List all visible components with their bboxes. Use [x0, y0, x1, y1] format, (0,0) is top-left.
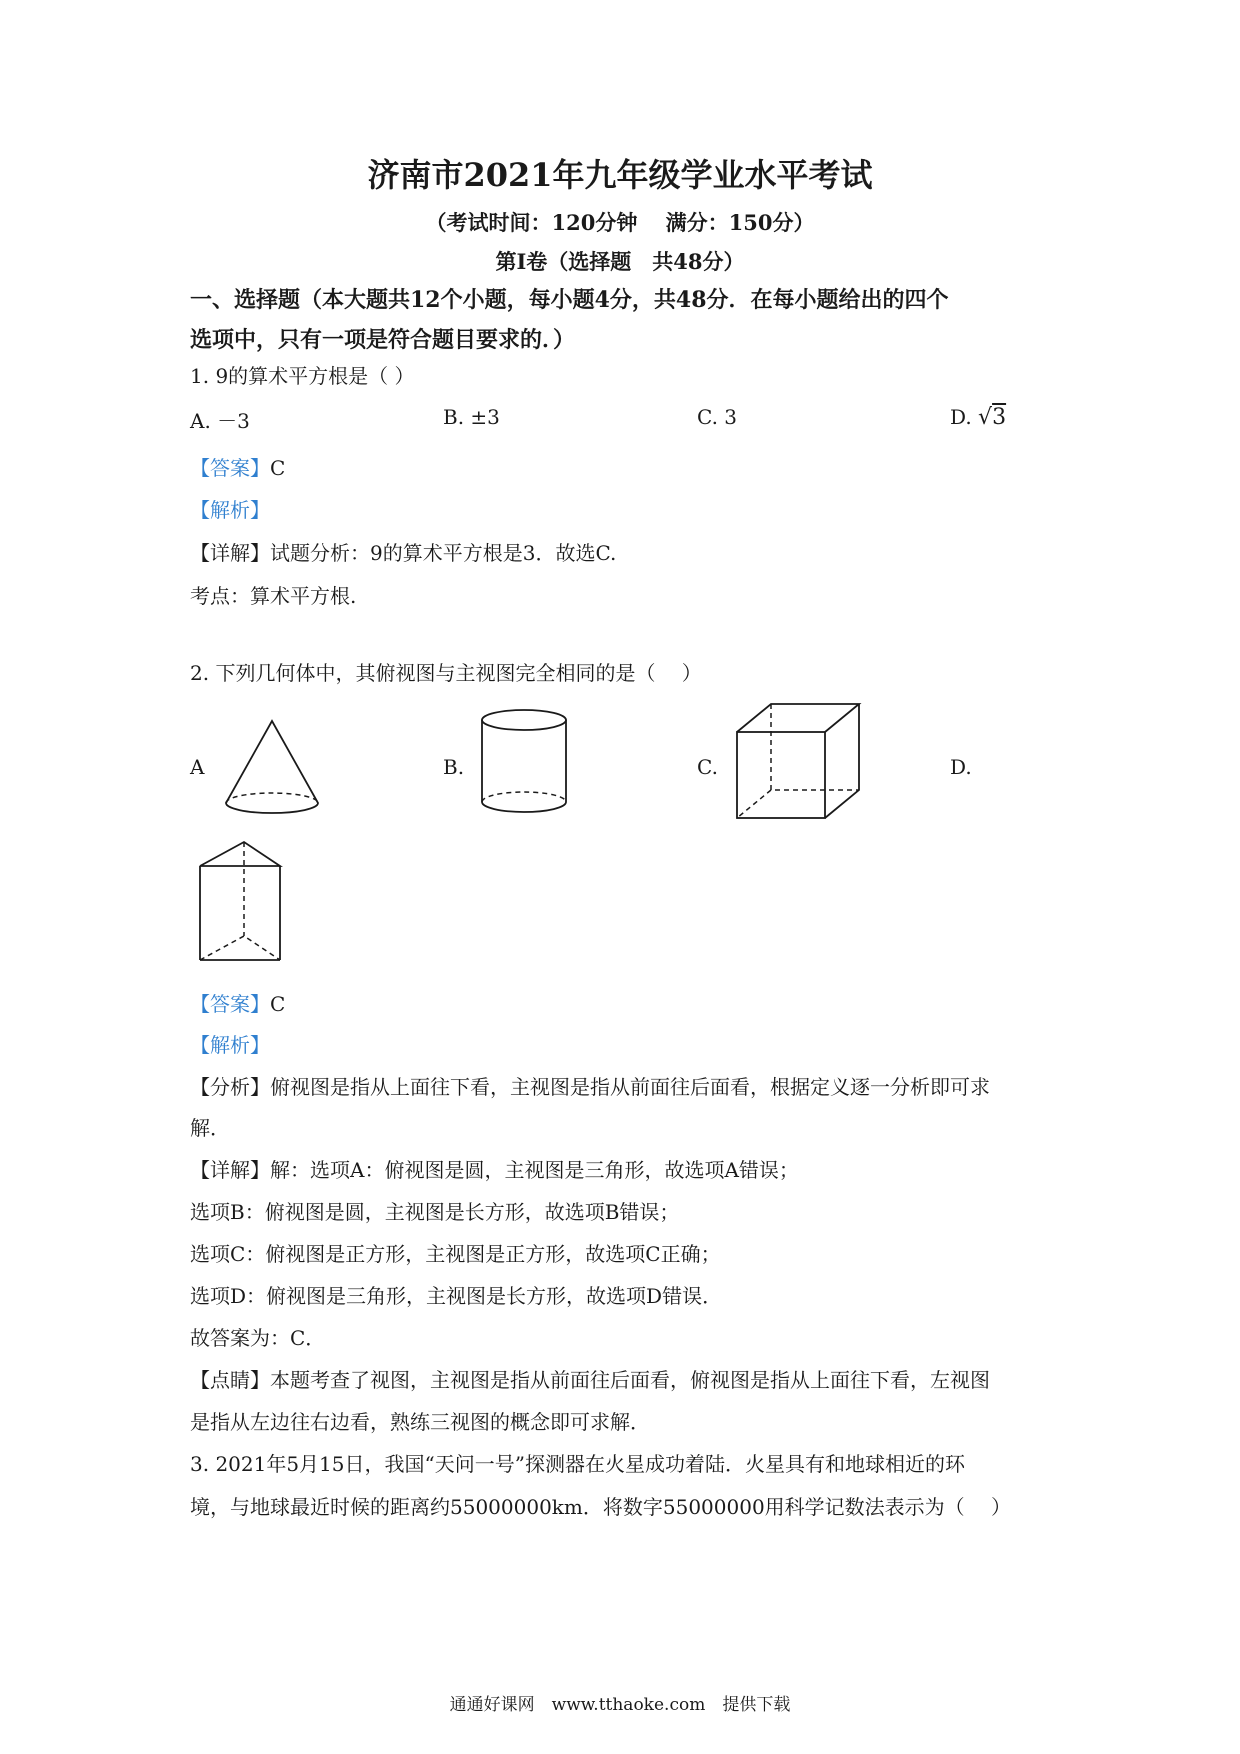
- q1-option-d-label: D.: [950, 405, 979, 429]
- fenxi-tag: 【分析】: [190, 1075, 270, 1099]
- cone-icon: [222, 715, 322, 815]
- q1-answer: [190, 452, 285, 481]
- q2-detail-5: 故答案为：C．: [190, 1326, 326, 1350]
- answer-tag: 【答案】: [190, 456, 270, 480]
- sqrt-radicand: 3: [992, 405, 1007, 430]
- fenxi-text: 俯视图是指从上面往下看，主视图是指从前面往后面看，根据定义逐一分析即可求: [270, 1075, 990, 1099]
- dianjing-tag: 【点睛】: [190, 1368, 270, 1392]
- sqrt-symbol: √3: [978, 405, 1007, 430]
- q3-line-1: 3. 2021年5月15日，我国“天问一号”探测器在火星成功着陆．火星具有和地球相近的环: [190, 1452, 965, 1476]
- q2-label-b: B.: [443, 755, 465, 779]
- q1-detail: [190, 537, 616, 566]
- detail-tag: 【详解】: [190, 1158, 270, 1182]
- q2-label-c: C.: [697, 755, 718, 779]
- q2-analysis-tag: 【解析】: [190, 1033, 270, 1057]
- detail-text: 试题分析：9的算术平方根是3．故选C.: [270, 541, 617, 565]
- q1-option-d: [950, 405, 1006, 430]
- q1-option-b: B. ±3: [443, 405, 500, 429]
- detail-tag: 【详解】: [190, 541, 270, 565]
- dianjing-text: 本题考查了视图，主视图是指从前面往后面看，俯视图是指从上面往下看，左视图: [270, 1368, 990, 1392]
- answer-value: C: [270, 456, 286, 480]
- q1-kaodian: 考点：算术平方根.: [190, 584, 357, 608]
- q2-label-a: A: [190, 755, 205, 779]
- exam-title: 济南市2021年九年级学业水平考试: [367, 156, 873, 194]
- q2-fenxi-1: [190, 1071, 990, 1100]
- q2-fenxi-2: 解．: [190, 1116, 230, 1140]
- answer-value: C: [270, 992, 286, 1016]
- q1-stem: 1. 9的算术平方根是（ ）: [190, 364, 415, 388]
- part-heading: 第Ⅰ卷（选择题 共48分）: [495, 249, 745, 274]
- triangular-prism-icon: [194, 836, 286, 968]
- q3-line-2: 境，与地球最近时候的距离约55000000km．将数字55000000用科学记数法表示为（ ）: [190, 1495, 1012, 1519]
- q2-detail-3: 选项C：俯视图是正方形，主视图是正方形，故选项C正确；: [190, 1242, 721, 1266]
- q2-answer: [190, 988, 285, 1017]
- answer-tag: 【答案】: [190, 992, 270, 1016]
- cylinder-icon: [478, 706, 570, 818]
- section-heading-line2: 选项中，只有一项是符合题目要求的．）: [190, 327, 576, 353]
- exam-info: （考试时间：120分钟 满分：150分）: [425, 210, 815, 235]
- q2-detail-1: [190, 1154, 799, 1183]
- q2-detail-4: 选项D：俯视图是三角形，主视图是长方形，故选项D错误．: [190, 1284, 723, 1308]
- q1-analysis-tag: 【解析】: [190, 498, 270, 522]
- page-footer: 通通好课网 www.tthaoke.com 提供下载: [449, 1695, 791, 1715]
- detail-text: 解：选项A：俯视图是圆，主视图是三角形，故选项A错误；: [270, 1158, 799, 1182]
- q2-dianjing-1: [190, 1364, 990, 1393]
- q1-option-a: A. －3: [190, 409, 250, 433]
- cube-icon: [733, 700, 863, 822]
- q1-option-c: C. 3: [697, 405, 738, 429]
- section-heading-line1: 一、选择题（本大题共12个小题，每小题4分，共48分．在每小题给出的四个: [190, 287, 949, 313]
- q2-label-d: D.: [950, 755, 972, 779]
- q2-dianjing-2: 是指从左边往右边看，熟练三视图的概念即可求解．: [190, 1410, 650, 1434]
- q2-stem: 2. 下列几何体中，其俯视图与主视图完全相同的是（ ）: [190, 661, 702, 685]
- q2-detail-2: 选项B：俯视图是圆，主视图是长方形，故选项B错误；: [190, 1200, 680, 1224]
